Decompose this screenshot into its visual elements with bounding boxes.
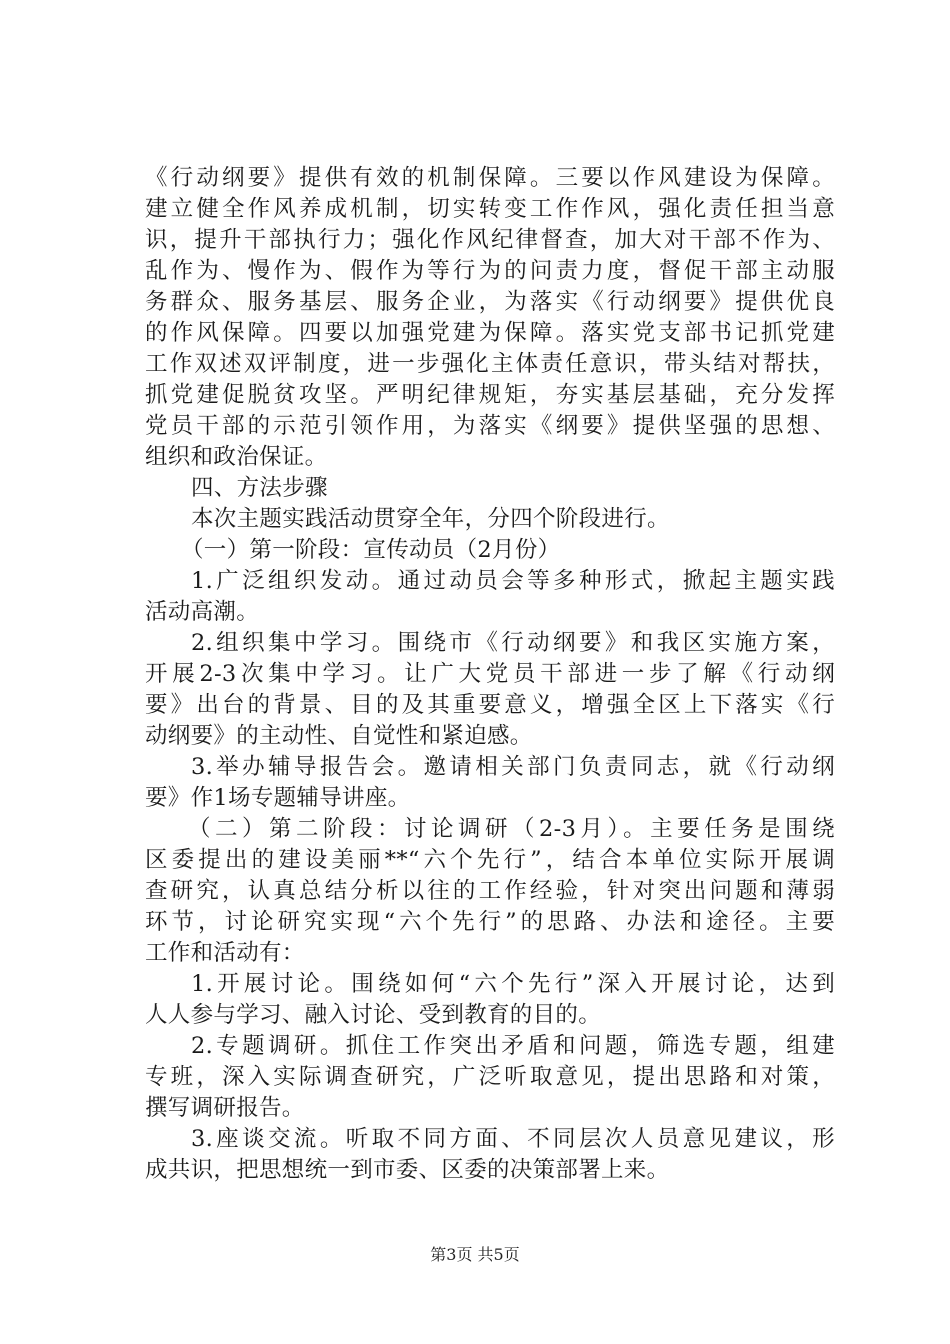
page-number-footer: 第3页 共5页 [430,1245,520,1264]
text-line: 乱作为、慢作为、假作为等行为的问责力度，督促干部主动服 [145,258,835,284]
text-line: 活动高潮。 [145,599,260,625]
text-line: 党员干部的示范引领作用，为落实《纲要》提供坚强的思想、 [145,413,835,439]
text-line: 识，提升干部执行力；强化作风纪律督查，加大对干部不作为、 [145,227,835,253]
text-line: 2.专题调研。抓住工作突出矛盾和问题，筛选专题，组建 [191,1033,835,1059]
text-line: 动纲要》的主动性、自觉性和紧迫感。 [145,723,533,749]
text-line: 组织和政治保证。 [145,444,328,470]
text-line: 2.组织集中学习。围绕市《行动纲要》和我区实施方案， [191,630,835,656]
text-line: 工作和活动有： [145,940,305,966]
stage-heading: （二）第二阶段：讨论调研（2-3月）。主要任务是围绕 [188,816,835,842]
text-line: 3.座谈交流。听取不同方面、不同层次人员意见建议，形 [191,1126,835,1152]
text-line: 抓党建促脱贫攻坚。严明纪律规矩，夯实基层基础，充分发挥 [145,382,835,408]
text-line: 1.开展讨论。围绕如何“六个先行”深入开展讨论，达到 [191,971,835,997]
text-line: 人人参与学习、融入讨论、受到教育的目的。 [145,1002,602,1028]
text-line: 3.举办辅导报告会。邀请相关部门负责同志，就《行动纲 [191,754,835,780]
text-line: 的作风保障。四要以加强党建为保障。落实党支部书记抓党建 [145,320,835,346]
text-line: 本次主题实践活动贯穿全年，分四个阶段进行。 [191,506,670,532]
text-line: 要》作1场专题辅导讲座。 [145,785,411,811]
text-line: 务群众、服务基层、服务企业，为落实《行动纲要》提供优良 [145,289,835,315]
section-heading: 四、方法步骤 [191,475,328,501]
text-line: 环节，讨论研究实现“六个先行”的思路、办法和途径。主要 [145,909,835,935]
text-line: 撰写调研报告。 [145,1095,305,1121]
stage-heading: （一）第一阶段：宣传动员（2月份） [181,537,561,563]
document-body [145,163,835,1186]
text-line: 专班，深入实际调查研究，广泛听取意见，提出思路和对策， [145,1064,835,1090]
text-line: 建立健全作风养成机制，切实转变工作作风，强化责任担当意 [145,196,835,222]
text-line: 区委提出的建设美丽**“六个先行”，结合本单位实际开展调 [145,847,835,873]
text-line: 成共识，把思想统一到市委、区委的决策部署上来。 [145,1157,670,1183]
text-line: 工作双述双评制度，进一步强化主体责任意识，带头结对帮扶， [145,351,835,377]
text-line: 《行动纲要》提供有效的机制保障。三要以作风建设为保障。 [145,165,835,191]
text-line: 开展2-3次集中学习。让广大党员干部进一步了解《行动纲 [145,661,835,687]
text-line: 查研究，认真总结分析以往的工作经验，针对突出问题和薄弱 [145,878,835,904]
text-line: 要》出台的背景、目的及其重要意义，增强全区上下落实《行 [145,692,835,718]
text-line: 1.广泛组织发动。通过动员会等多种形式，掀起主题实践 [191,568,835,594]
